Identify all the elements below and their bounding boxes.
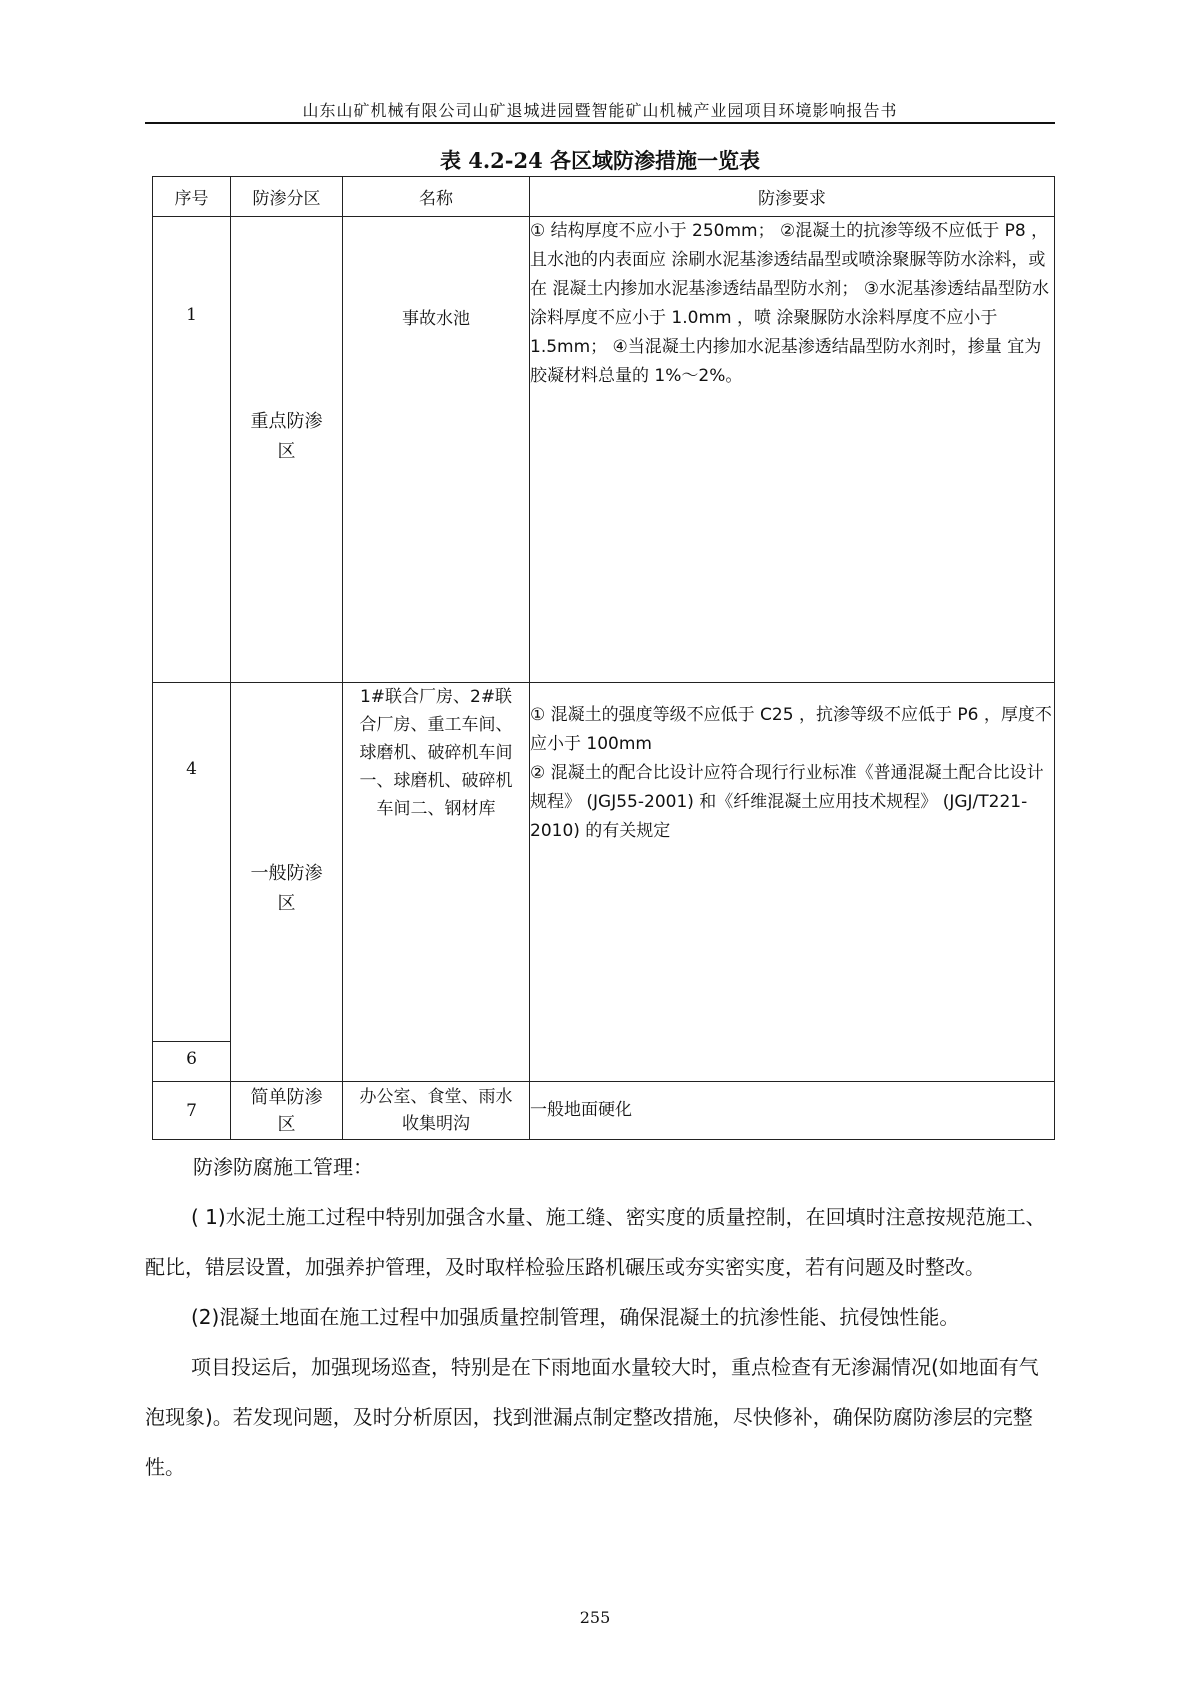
requirement-text: 一般地面硬化 <box>530 1100 632 1120</box>
body-paragraph: (2)混凝土地面在施工过程中加强质量控制管理，确保混凝土的抗渗性能、抗侵蚀性能。 <box>191 1305 960 1329</box>
zone-cell <box>231 683 343 1082</box>
requirement-text: ① 混凝土的强度等级不应低于 C25 ，抗渗等级不应低于 P6 ，厚度不应小于 100mm <box>530 705 1052 754</box>
document-header: 山东山矿机械有限公司山矿退城进园暨智能矿山机械产业园项目环境影响报告书 <box>302 101 898 120</box>
zone-cell <box>231 1082 343 1140</box>
facility-name: 1#联合厂房、2#联合厂房、重工车间、球磨机、破碎机车间一、球磨机、破碎机车间二、钢材库 <box>359 687 513 819</box>
requirement-text: ② 混凝土的配合比设计应符合现行行业标准《普通混凝土配合比设计规程》 (JGJ55-2001) 和《纤维混凝土应用技术规程》 (JGJ/T221-2010) 的有关规定 <box>530 763 1044 841</box>
body-paragraph: 项目投运后，加强现场巡查，特别是在下雨地面水量较大时，重点检查有无渗漏情况(如地面有气泡现象)。若发现问题，及时分析原因，找到泄漏点制定整改措施，尽快修补，确保防腐防渗层的完整性。 <box>145 1355 1039 1479</box>
table-row <box>153 217 1055 683</box>
row-number-text: 4 <box>186 759 197 779</box>
zone-cell <box>231 217 343 683</box>
name-cell <box>343 683 530 1082</box>
header-rule <box>145 122 1055 124</box>
requirement-cell <box>530 683 1055 1082</box>
column-header-number: 序号 <box>153 177 231 217</box>
row-number-text: 7 <box>186 1100 197 1121</box>
requirement-text: ① 结构厚度不应小于 250mm； ②混凝土的抗渗等级不应低于 P8 ，且水池的内表面应 涂刷水泥基渗透结晶型或喷涂聚脲等防水涂料，或在 混凝土内掺加水泥基渗透结晶型防水剂； ③水泥基渗透结晶型防水涂料厚度不应小于 1.0mm ，喷 涂聚脲防水涂料厚度不应小于 1.5mm； ④当混凝土内掺加水泥基渗透结晶型防水剂时，掺量 宜为胶凝材料总量的 1%～2%。 <box>530 221 1050 386</box>
row-number-text-secondary: 6 <box>186 1049 197 1069</box>
column-header-requirement: 防渗要求 <box>530 177 1055 217</box>
requirement-cell <box>530 1082 1055 1140</box>
table-row <box>153 1082 1055 1140</box>
body-paragraph: ( 1)水泥土施工过程中特别加强含水量、施工缝、密实度的质量控制，在回填时注意按规范施工、配比，错层设置，加强养护管理，及时取样检验压路机碾压或夯实密实度，若有问题及时整改。 <box>145 1205 1046 1279</box>
row-number <box>153 217 231 683</box>
page-number: 255 <box>579 1608 611 1627</box>
name-cell <box>343 217 530 683</box>
zone-label: 重点防渗区 <box>250 411 323 462</box>
column-header-name: 名称 <box>343 177 530 217</box>
row-number <box>153 683 231 1082</box>
seepage-measures-table <box>152 176 1055 1140</box>
body-text <box>145 1142 1055 1492</box>
table-caption: 表 4.2-24 各区域防渗措施一览表 <box>439 148 761 173</box>
facility-name: 事故水池 <box>402 309 470 329</box>
facility-name: 办公室、食堂、雨水收集明沟 <box>359 1086 513 1134</box>
requirement-cell <box>530 217 1055 683</box>
zone-label: 简单防渗区 <box>250 1086 323 1135</box>
name-cell <box>343 1082 530 1140</box>
section-title: 防渗防腐施工管理： <box>193 1155 373 1179</box>
table-row <box>153 683 1055 1082</box>
row-number-text: 1 <box>186 305 197 325</box>
table-header-row <box>153 177 1055 217</box>
row-number <box>153 1082 231 1140</box>
zone-label: 一般防渗区 <box>250 863 323 914</box>
column-header-zone: 防渗分区 <box>231 177 343 217</box>
